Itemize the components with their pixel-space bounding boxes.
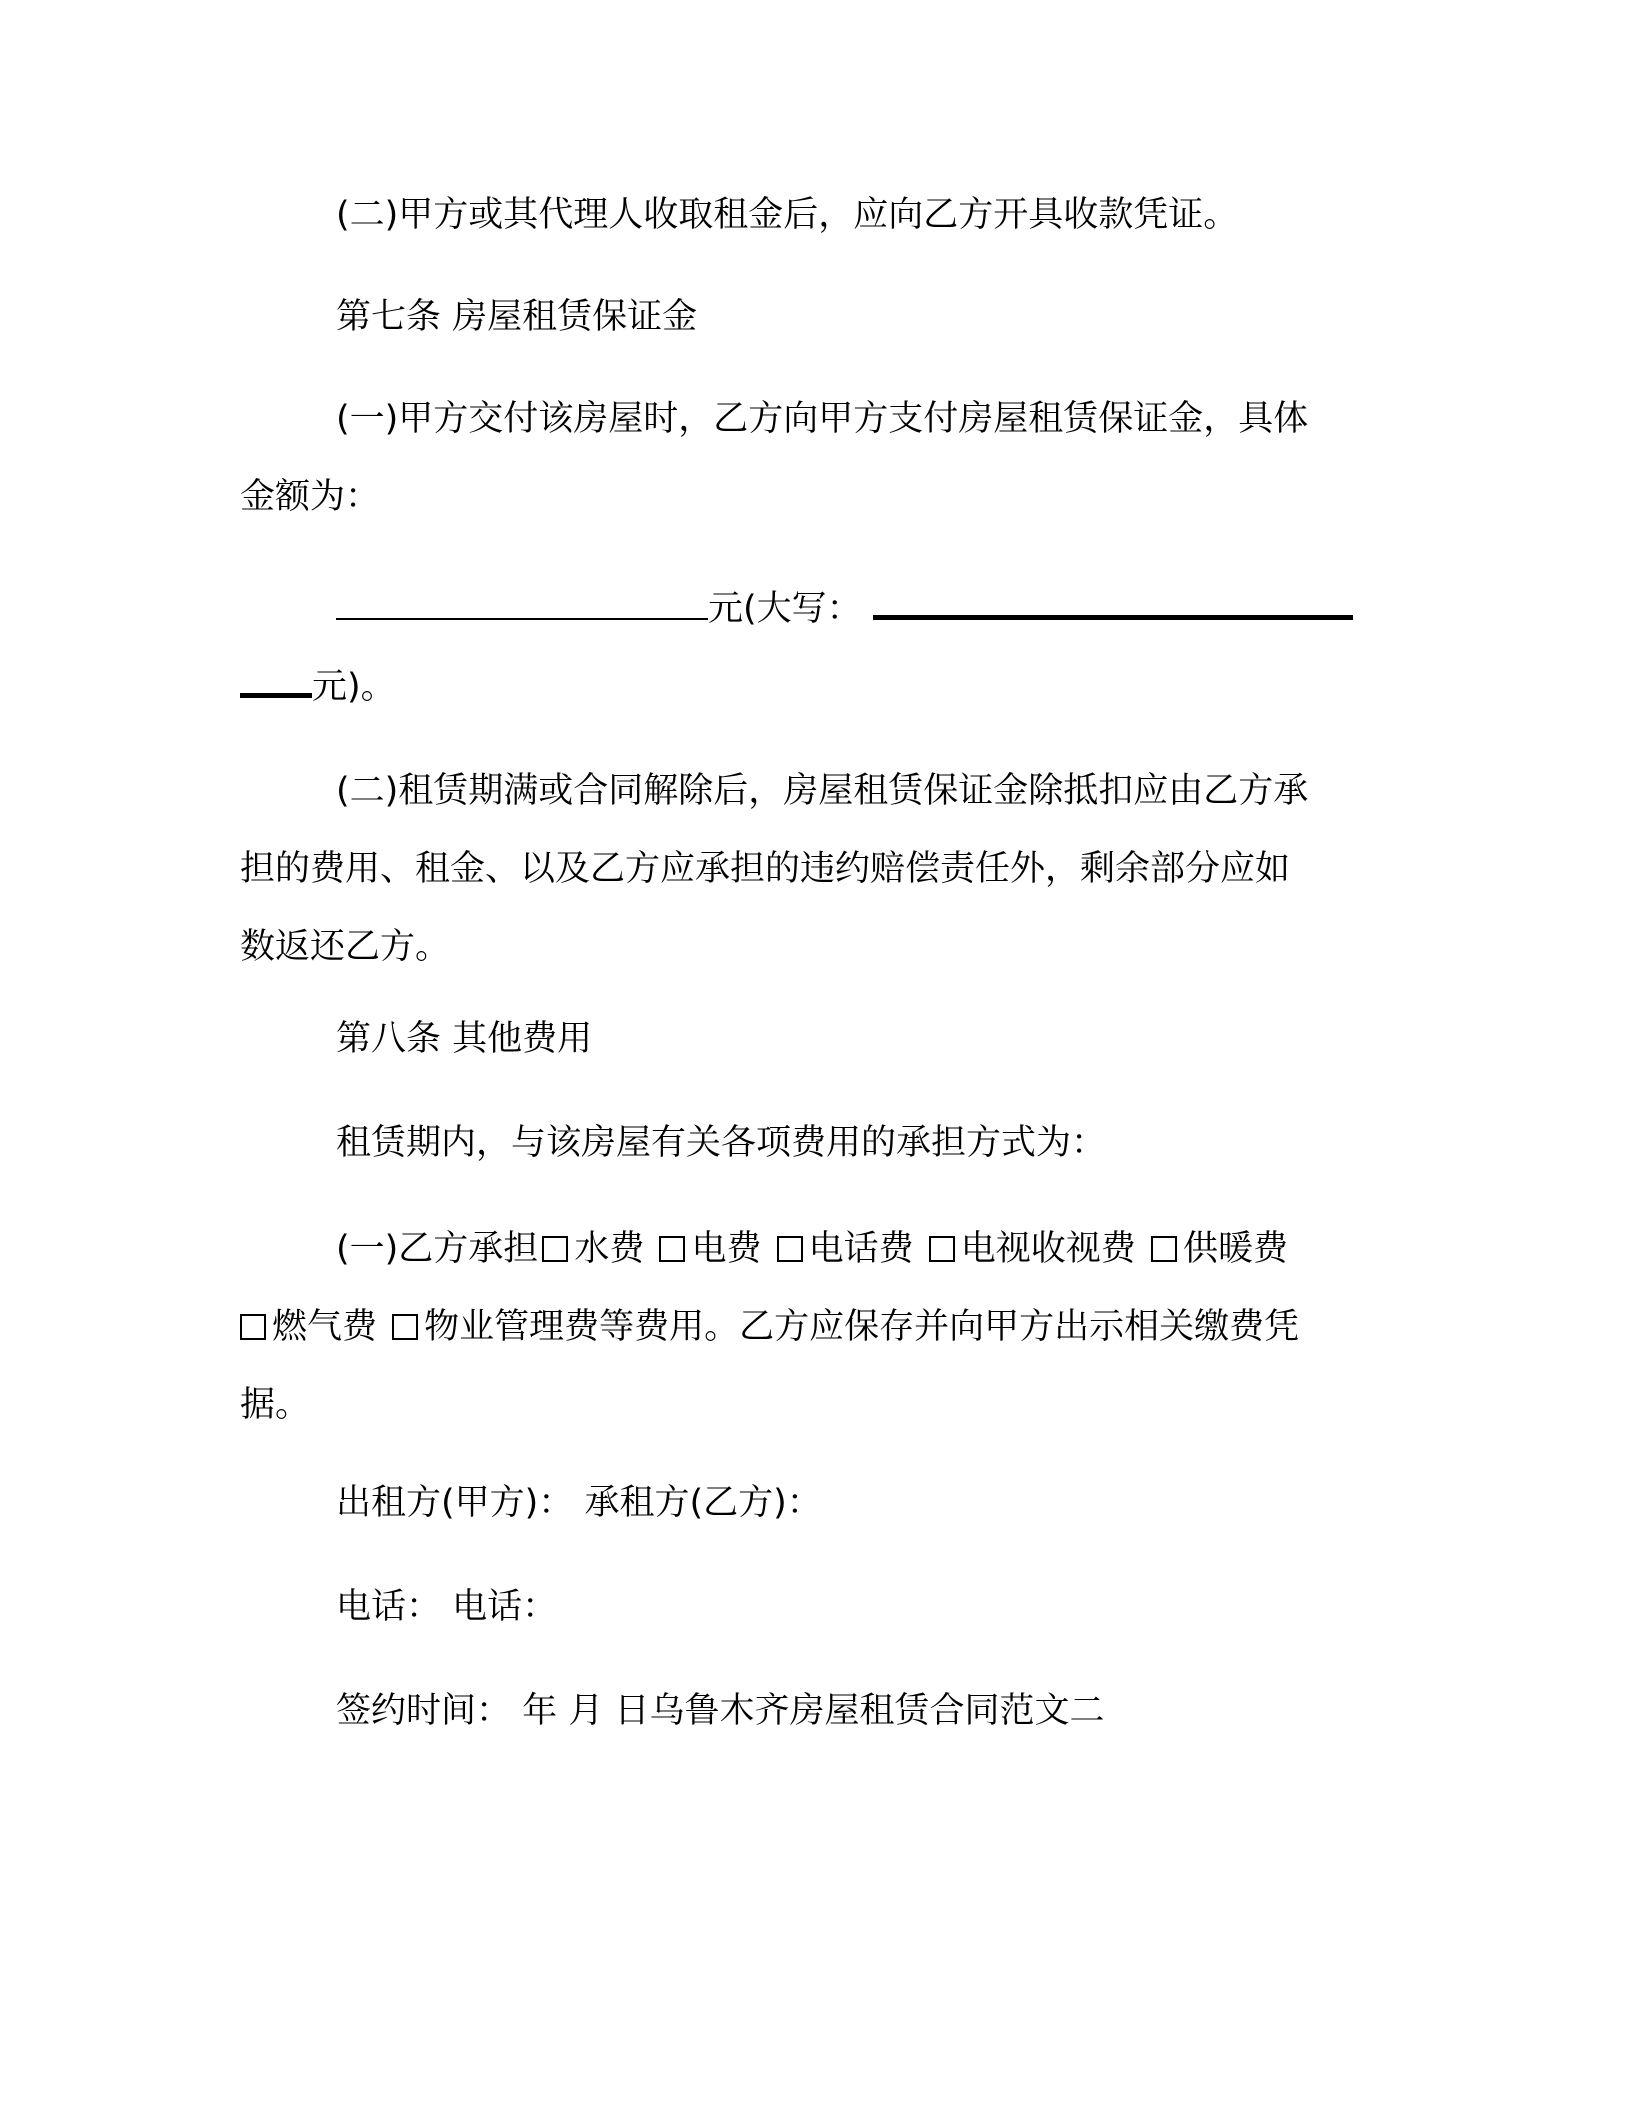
paragraph-deposit-blanks bbox=[240, 570, 1380, 726]
checkbox-gas[interactable] bbox=[240, 1314, 266, 1340]
fee-options-line-2 bbox=[240, 1288, 1380, 1366]
heading-text: 第八条 其他费用 bbox=[336, 1019, 593, 1059]
checkbox-water[interactable] bbox=[542, 1236, 568, 1262]
checkbox-phone[interactable] bbox=[777, 1236, 803, 1262]
fee-heating-label: 供暖费 bbox=[1182, 1229, 1288, 1269]
checkbox-electric[interactable] bbox=[659, 1236, 685, 1262]
month-label: 月 bbox=[568, 1691, 604, 1731]
currency-end-label: 元)。 bbox=[312, 667, 396, 707]
fee-electric-label: 电费 bbox=[691, 1229, 762, 1269]
currency-unit-label: 元(大写： bbox=[708, 589, 862, 629]
signature-date bbox=[240, 1672, 1380, 1750]
fee-options-line-1 bbox=[240, 1210, 1380, 1288]
lessee-label: 承租方(乙方)： bbox=[584, 1483, 822, 1523]
fee-options-line-3: 据。 bbox=[240, 1385, 311, 1425]
fee-water-label: 水费 bbox=[574, 1229, 645, 1269]
amount-in-words-blank-cont[interactable] bbox=[240, 663, 312, 698]
paragraph-line-1: (二)租赁期满或合同解除后，房屋租赁保证金除抵扣应由乙方承 bbox=[336, 771, 1309, 811]
signature-phones bbox=[240, 1568, 1380, 1646]
fee-tv-label: 电视收视费 bbox=[960, 1229, 1136, 1269]
fee-prefix: (一)乙方承担 bbox=[336, 1229, 539, 1269]
year-label: 年 bbox=[522, 1691, 558, 1731]
amount-blank[interactable] bbox=[336, 586, 708, 620]
paragraph-line-3: 数返还乙方。 bbox=[240, 927, 451, 967]
article-8-heading bbox=[240, 1000, 1380, 1078]
checkbox-tv[interactable] bbox=[929, 1236, 955, 1262]
checkbox-heating[interactable] bbox=[1151, 1236, 1177, 1262]
heading-text: 第七条 房屋租赁保证金 bbox=[336, 297, 698, 337]
lessor-label: 出租方(甲方)： bbox=[336, 1483, 574, 1523]
sign-date-label: 签约时间： bbox=[336, 1691, 512, 1731]
deposit-amount-line bbox=[240, 570, 1380, 648]
fee-phone-label: 电话费 bbox=[808, 1229, 914, 1269]
paragraph-fee-options bbox=[240, 1210, 1380, 1444]
amount-in-words-blank[interactable] bbox=[873, 585, 1353, 620]
paragraph-text: (二)甲方或其代理人收取租金后，应向乙方开具收款凭证。 bbox=[336, 195, 1239, 235]
paragraph-deposit-return bbox=[240, 752, 1380, 986]
paragraph-line-2: 担的费用、租金、以及乙方应承担的违约赔偿责任外，剩余部分应如 bbox=[240, 849, 1291, 889]
checkbox-property[interactable] bbox=[392, 1314, 418, 1340]
fee-property-label: 物业管理费等费用。乙方应保存并向甲方出示相关缴费凭 bbox=[424, 1307, 1300, 1347]
paragraph-rent-receipt bbox=[240, 176, 1380, 254]
lessee-phone-label: 电话： bbox=[452, 1587, 558, 1627]
signature-parties bbox=[240, 1464, 1380, 1542]
deposit-amount-line-2 bbox=[240, 648, 1380, 726]
paragraph-text: 租赁期内，与该房屋有关各项费用的承担方式为： bbox=[336, 1123, 1107, 1163]
paragraph-fee-intro bbox=[240, 1104, 1380, 1182]
article-7-heading bbox=[240, 278, 1380, 356]
fee-gas-label: 燃气费 bbox=[272, 1307, 378, 1347]
paragraph-deposit-amount bbox=[240, 380, 1380, 536]
paragraph-line-2: 金额为： bbox=[240, 477, 381, 517]
paragraph-line-1: (一)甲方交付该房屋时，乙方向甲方支付房屋租赁保证金，具体 bbox=[336, 399, 1309, 439]
day-and-next-title: 日乌鲁木齐房屋租赁合同范文二 bbox=[614, 1691, 1105, 1731]
lessor-phone-label: 电话： bbox=[336, 1587, 442, 1627]
